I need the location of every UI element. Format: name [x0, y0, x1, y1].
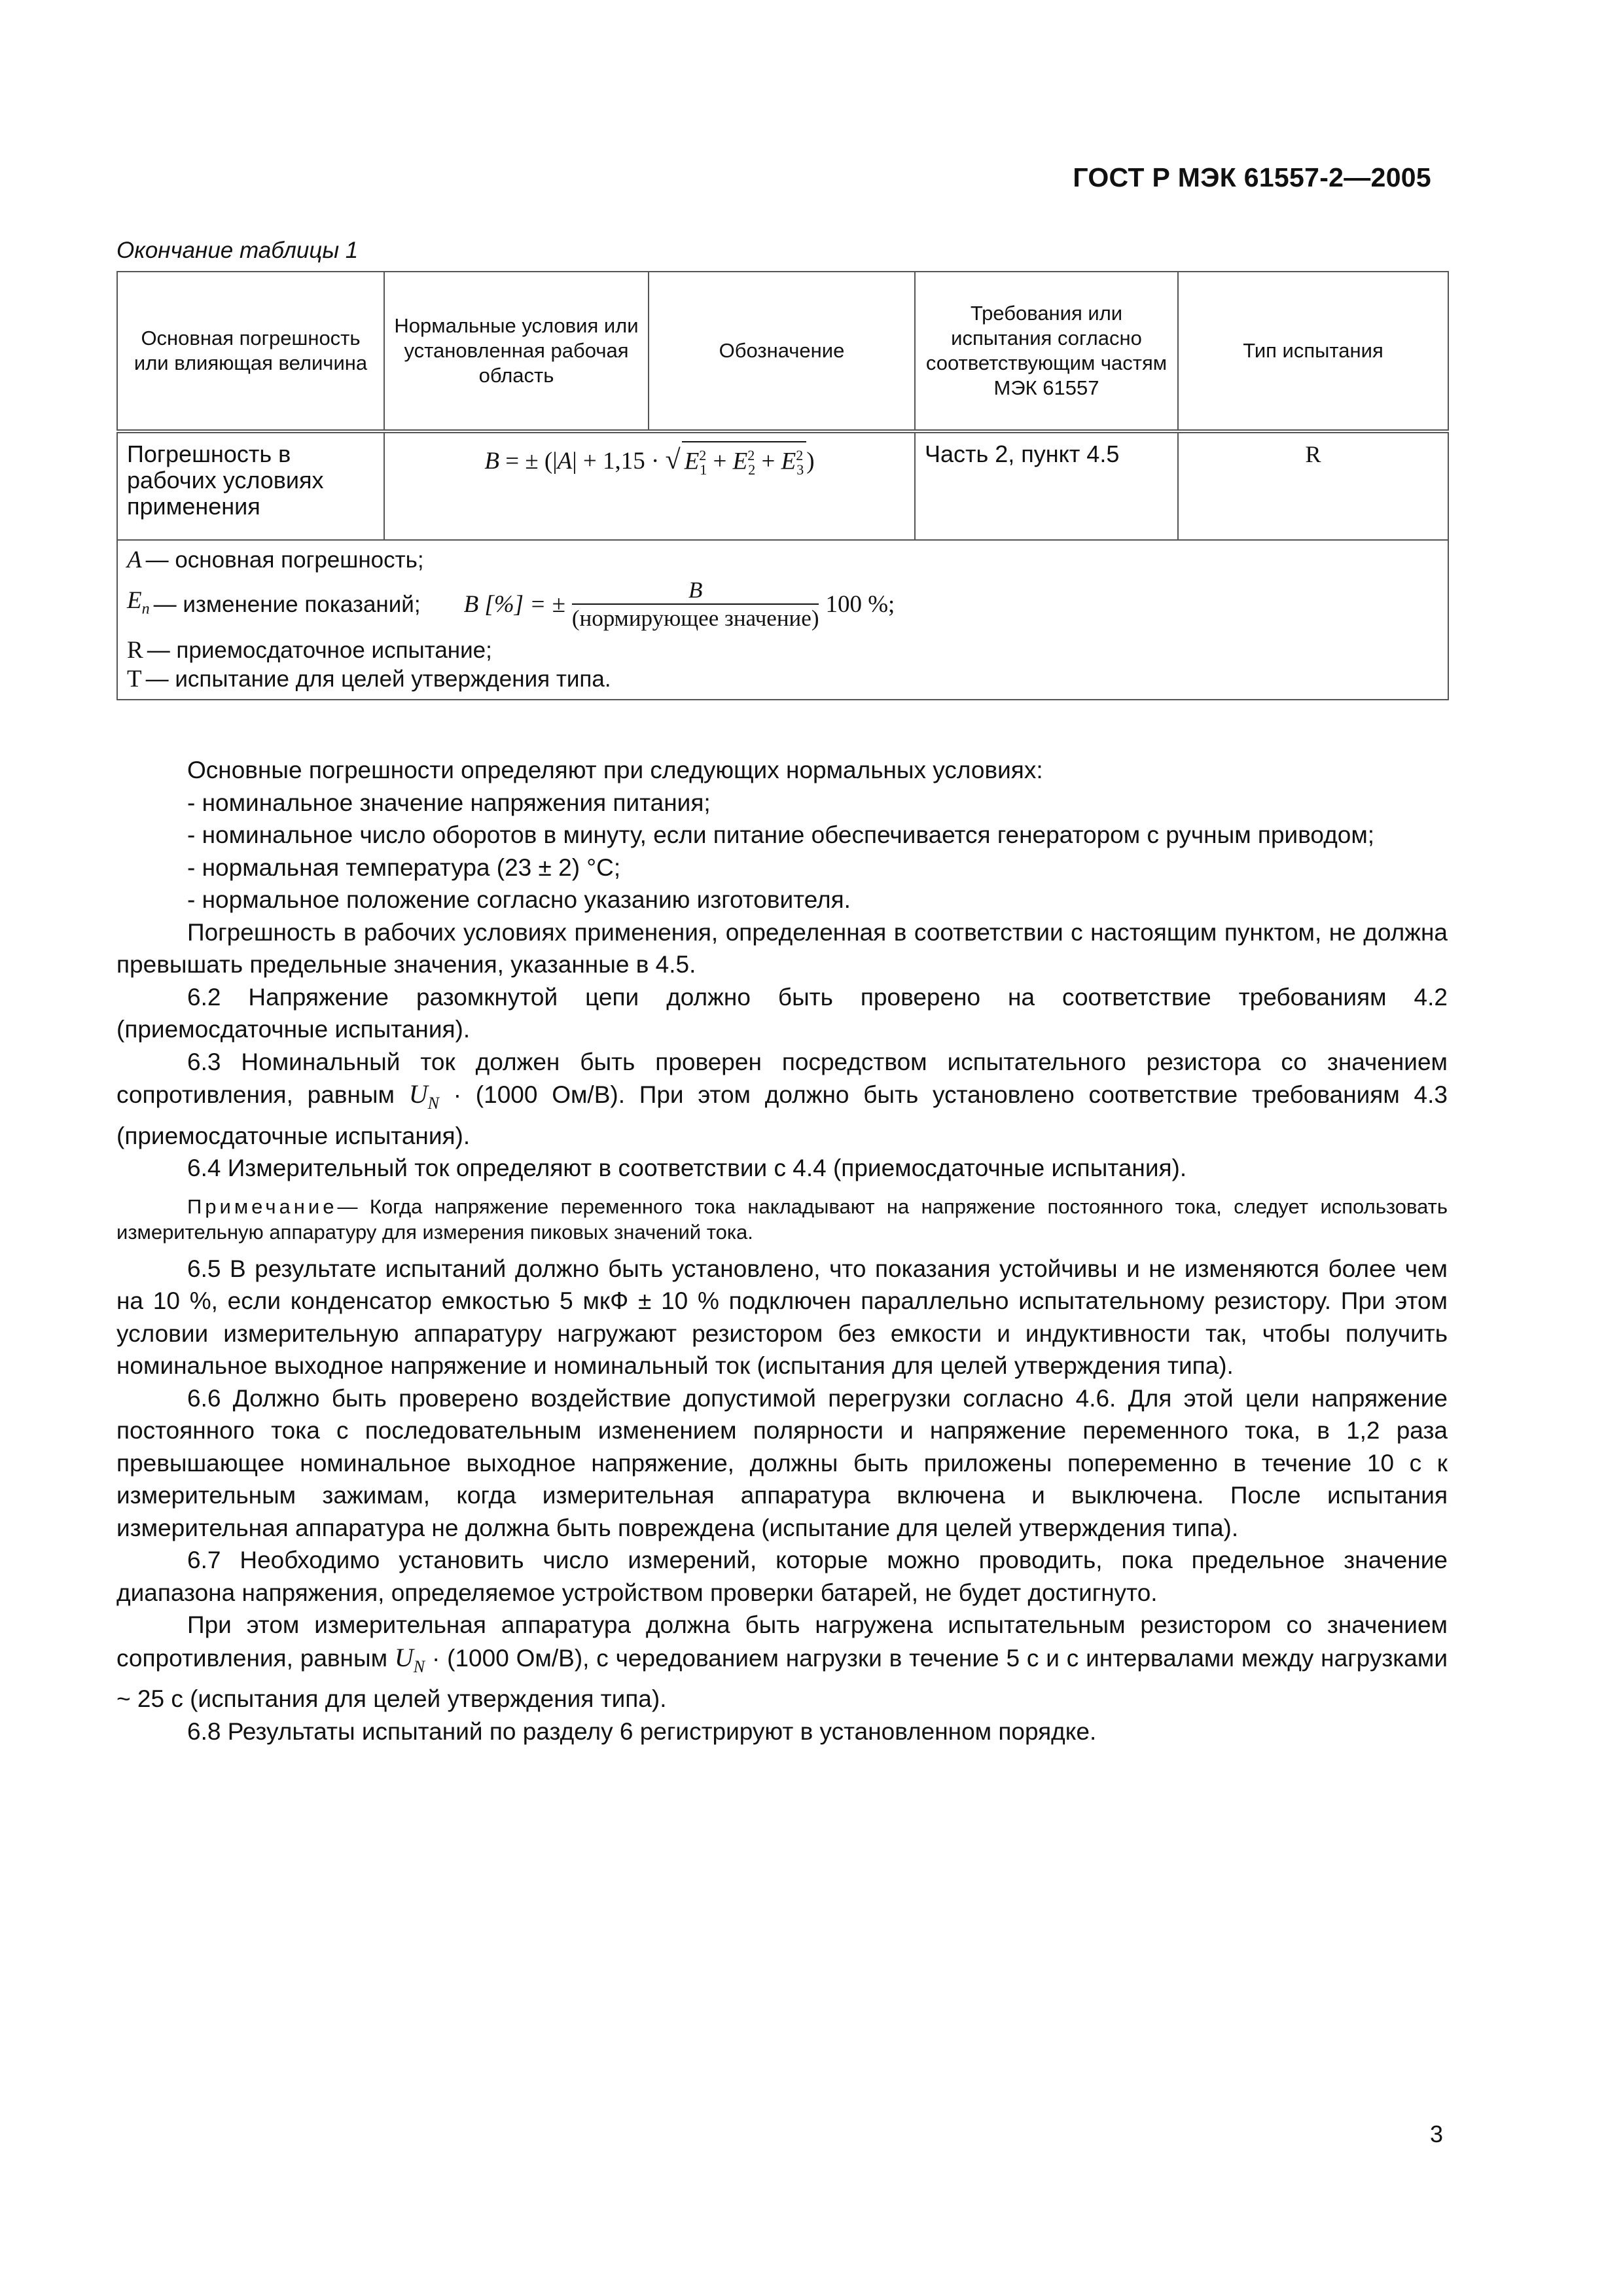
table-caption: Окончание таблицы 1 — [116, 238, 359, 263]
list-item: - номинальное значение напряжения питания; — [187, 789, 711, 816]
note-text: — Когда напряжение переменного тока накладывают на напряжение постоянного тока, следует использовать измерительную аппаратуру для измерения пиковых значений тока. — [116, 1194, 1448, 1244]
sqrt-body: $E^2_1 + E^2_2 + E^2_3$ — [682, 441, 807, 483]
un-symbol: $U_N$ — [408, 1079, 439, 1113]
test-type-cell: R — [1178, 431, 1448, 540]
requirement-cell: Часть 2, пункт 4.5 — [915, 431, 1178, 540]
column-header: Требования или испытания согласно соответствующим частям МЭК 61557 — [915, 272, 1178, 431]
page-number: 3 — [1429, 2121, 1443, 2147]
clause-6-7: 6.7 Необходимо установить число измерений, которые можно проводить, пока предельное значение диапазона напряжения, определяемое устройством проверки батарей, не будет достигнуто. — [116, 1547, 1448, 1606]
note — [116, 1194, 1448, 1245]
list-item: - нормальная температура (23 ± 2) °С; — [187, 853, 621, 881]
column-header: Обозначение — [649, 272, 915, 431]
requirements-table — [116, 271, 1449, 700]
en-symbol: $E_n$ — [127, 586, 150, 618]
table-row — [117, 431, 1448, 540]
column-header: Нормальные условия или установленная рабочая область — [384, 272, 649, 431]
legend-line-t: T — испытание для целей утверждения типа. — [127, 666, 611, 692]
sqrt-sign: √ — [665, 445, 681, 476]
column-header: Основная погрешность или влияющая величина — [117, 272, 384, 431]
clause-6-6: 6.6 Должно быть проверено воздействие допустимой перегрузки согласно 4.6. Для этой цели напряжение постоянного тока с последовательным изменением полярности и напряжение переменного тока, в 1,2 раза превышающее номинальное выходное напряжение, должны быть приложены попеременно в течение 10 с к измерительным зажимам, когда измерительная аппаратура включена и выключена. После испытания измерительная аппаратура не должна быть повреждена (испытание для целей утверждения типа). — [116, 1384, 1448, 1541]
paragraph: Погрешность в рабочих условиях применения, определенная в соответствии с настоящим пунктом, не должна превышать предельные значения, указанные в 4.5. — [116, 918, 1448, 978]
legend-row — [117, 540, 1448, 700]
note-label: Примечание — [187, 1194, 338, 1218]
table-header-row — [117, 272, 1448, 431]
paragraph: Основные погрешности определяют при следующих нормальных условиях: — [187, 757, 1043, 783]
body-text — [116, 754, 1448, 1748]
legend-line-r: R — приемосдаточное испытание; — [127, 637, 492, 664]
error-formula: B = ± (|A| + 1,15 · √ $E^2_1 + E^2_2 + E^2_3$ ) — [484, 448, 814, 475]
list-item: - номинальное число оборотов в минуту, если питание обеспечивается генератором с ручным приводом; — [187, 821, 1375, 848]
legend-line-en: $E_n$ — изменение показаний; B [%] = ± $\frac{B}{\text{(нормирующее значение)}}$ 100 %; — [127, 577, 895, 631]
formula-cell — [384, 431, 915, 540]
list-item: - нормальное положение согласно указанию изготовителя. — [187, 886, 851, 913]
clause-6-8: 6.8 Результаты испытаний по разделу 6 регистрируют в установленном порядке. — [187, 1717, 1097, 1745]
quantity-cell: Погрешность в рабочих условиях применения — [117, 431, 384, 540]
fraction: $\frac{B}{\text{(нормирующее значение)}}$ — [571, 577, 819, 631]
legend-cell — [117, 540, 1448, 700]
un-symbol: $U_N$ — [394, 1642, 425, 1676]
relative-error-formula: B [%] = ± $\frac{B}{\text{(нормирующее значение)}}$ 100 %; — [463, 577, 895, 631]
clause-6-3: 6.3 Номинальный ток должен быть проверен посредством испытательного резистора со значением сопротивления, равным $U_N \cdot (1000$ Ом/В). При этом должно быть установлено соответствие требованиям 4.3 (приемосдаточные испытания). — [116, 1048, 1448, 1149]
clause-6-2: 6.2 Напряжение разомкнутой цепи должно быть проверено на соответствие требованиям 4.2 (приемосдаточные испытания). — [116, 983, 1448, 1043]
column-header: Тип испытания — [1178, 272, 1448, 431]
legend-line-a: A — основная погрешность; — [127, 547, 424, 573]
paragraph: При этом измерительная аппаратура должна быть нагружена испытательным резистором со значением сопротивления, равным $U_N \cdot (1000$ Ом/В), с чередованием нагрузки в течение 5 с и с интервалами между нагрузками ~ 25 с (испытания для целей утверждения типа). — [116, 1611, 1448, 1712]
clause-6-5: 6.5 В результате испытаний должно быть установлено, что показания устойчивы и не изменяются более чем на 10 %, если конденсатор емкостью 5 мкФ ± 10 % подключен параллельно испытательному резистору. При этом условии измерительную аппаратуру нагружают резистором без емкости и индуктивности так, чтобы получить номинальное выходное напряжение и номинальный ток (испытания для целей утверждения типа). — [116, 1255, 1448, 1379]
document-code: ГОСТ Р МЭК 61557-2—2005 — [1073, 162, 1431, 192]
clause-6-4: 6.4 Измерительный ток определяют в соответствии с 4.4 (приемосдаточные испытания). — [187, 1155, 1187, 1181]
